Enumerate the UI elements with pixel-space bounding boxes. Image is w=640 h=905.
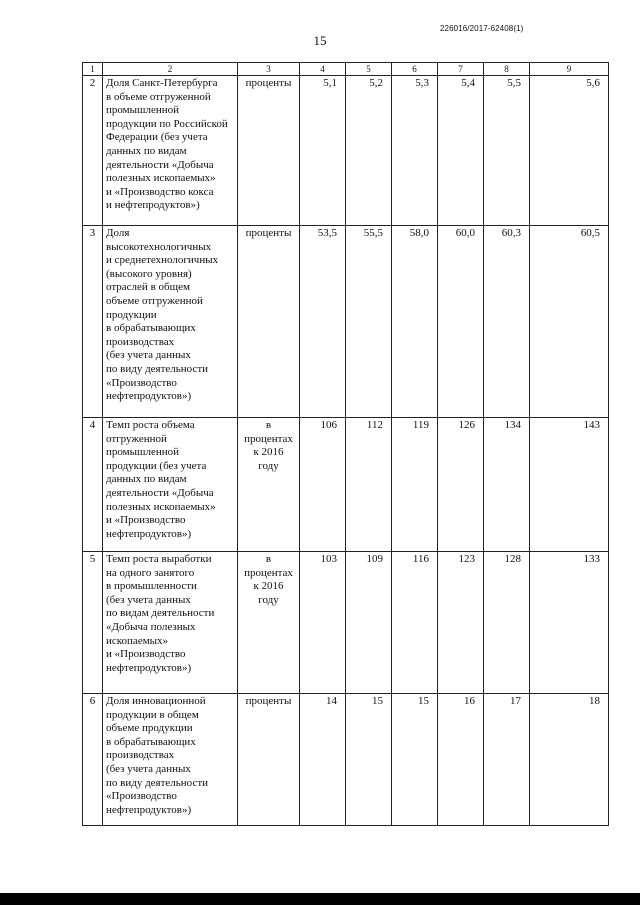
unit-line: процентах [244, 566, 293, 579]
unit-line: году [258, 459, 279, 472]
indicator-line: «Производство [106, 790, 177, 803]
value-cell-col-7: 123 [438, 552, 484, 694]
value-cell-col-8: 17 [484, 694, 530, 826]
unit-line: проценты [245, 695, 292, 707]
indicator-line: по виду деятельности [106, 776, 209, 789]
value-cell-col-7: 126 [438, 418, 484, 552]
value-cell-col-6: 58,0 [392, 226, 438, 418]
unit-line: в [265, 419, 272, 431]
unit-of-measure [238, 226, 300, 418]
indicator-line: Темп роста объема [106, 419, 195, 431]
indicator-line: ископаемых» [106, 634, 169, 647]
value-cell-col-4: 5,1 [300, 76, 346, 226]
table-row [83, 226, 609, 418]
column-number-5: 5 [346, 63, 392, 76]
indicator-line: производствах [106, 749, 175, 762]
unit-line: в [265, 553, 272, 565]
indicator-line: Доля инновационной [106, 695, 206, 707]
indicator-line: (без учета данных [106, 349, 191, 362]
indicator-line: (без учета данных [106, 762, 191, 775]
value-cell-col-8: 5,5 [484, 76, 530, 226]
indicator-line: нефтепродуктов») [106, 527, 192, 540]
unit-of-measure [238, 76, 300, 226]
row-number: 5 [83, 552, 103, 694]
indicator-line: продукции в общем [106, 708, 199, 721]
indicator-line: объеме продукции [106, 722, 193, 735]
indicator-line: полезных ископаемых» [106, 500, 216, 513]
indicator-line: отгруженной [106, 432, 167, 445]
unit-line: к 2016 [253, 446, 284, 459]
value-cell-col-5: 112 [346, 418, 392, 552]
indicator-line: и «Производство [106, 514, 186, 527]
value-cell-col-4: 14 [300, 694, 346, 826]
indicator-line: (высокого уровня) [106, 267, 192, 280]
table-row [83, 552, 609, 694]
table-row [83, 418, 609, 552]
value-cell-col-8: 128 [484, 552, 530, 694]
column-number-2: 2 [103, 63, 238, 76]
page-number: 15 [313, 33, 327, 48]
indicator-line: (без учета данных [106, 593, 191, 606]
indicator-name [103, 694, 238, 826]
indicators-table [82, 62, 609, 826]
value-cell-col-5: 55,5 [346, 226, 392, 418]
indicator-line: данных по видам [106, 473, 187, 486]
column-number-8: 8 [484, 63, 530, 76]
value-cell-col-4: 106 [300, 418, 346, 552]
column-number-7: 7 [438, 63, 484, 76]
row-number: 3 [83, 226, 103, 418]
indicator-line: отраслей в общем [106, 281, 190, 294]
indicator-name [103, 226, 238, 418]
indicator-line: «Добыча полезных [106, 620, 196, 633]
value-cell-col-4: 53,5 [300, 226, 346, 418]
unit-line: проценты [245, 227, 292, 239]
value-cell-col-9: 5,6 [530, 76, 609, 226]
value-cell-col-7: 16 [438, 694, 484, 826]
column-number-1: 1 [83, 63, 103, 76]
indicator-line: по видам деятельности [106, 607, 215, 620]
indicator-line: полезных ископаемых» [106, 172, 216, 185]
indicator-line: нефтепродуктов») [106, 390, 192, 403]
indicator-line: в промышленности [106, 580, 197, 593]
value-cell-col-9: 143 [530, 418, 609, 552]
indicator-line: в обрабатывающих [106, 735, 196, 748]
unit-of-measure [238, 418, 300, 552]
column-number-4: 4 [300, 63, 346, 76]
row-number: 6 [83, 694, 103, 826]
value-cell-col-6: 119 [392, 418, 438, 552]
indicator-line: и «Производство кокса [106, 185, 214, 198]
value-cell-col-5: 5,2 [346, 76, 392, 226]
value-cell-col-5: 15 [346, 694, 392, 826]
indicator-line: и среднетехнологичных [106, 254, 219, 267]
indicator-name [103, 418, 238, 552]
value-cell-col-6: 15 [392, 694, 438, 826]
indicator-line: объеме отгруженной [106, 294, 203, 307]
unit-line: проценты [245, 77, 292, 89]
value-cell-col-9: 133 [530, 552, 609, 694]
indicator-line: деятельности «Добыча [106, 486, 214, 499]
indicator-name [103, 76, 238, 226]
indicator-line: продукции (без учета [106, 459, 207, 472]
table-row [83, 76, 609, 226]
indicator-line: продукции по Российской [106, 117, 228, 130]
value-cell-col-4: 103 [300, 552, 346, 694]
value-cell-col-9: 18 [530, 694, 609, 826]
scan-bottom-edge [0, 893, 640, 905]
value-cell-col-8: 60,3 [484, 226, 530, 418]
column-number-3: 3 [238, 63, 300, 76]
indicator-name [103, 552, 238, 694]
unit-of-measure [238, 694, 300, 826]
value-cell-col-7: 60,0 [438, 226, 484, 418]
indicator-line: высокотехнологичных [106, 240, 212, 253]
indicator-line: на одного занятого [106, 566, 195, 579]
value-cell-col-6: 116 [392, 552, 438, 694]
indicator-line: промышленной [106, 446, 180, 459]
column-number-row [83, 63, 609, 76]
value-cell-col-8: 134 [484, 418, 530, 552]
indicator-line: в обрабатывающих [106, 322, 196, 335]
indicator-line: и нефтепродуктов») [106, 199, 200, 212]
indicator-line: деятельности «Добыча [106, 158, 214, 171]
unit-of-measure [238, 552, 300, 694]
column-number-6: 6 [392, 63, 438, 76]
indicator-line: Доля [106, 227, 130, 239]
indicator-line: нефтепродуктов») [106, 803, 192, 816]
value-cell-col-5: 109 [346, 552, 392, 694]
column-number-9: 9 [530, 63, 609, 76]
unit-line: процентах [244, 432, 293, 445]
document-id: 226016/2017-62408(1) [440, 24, 524, 33]
indicator-line: нефтепродуктов») [106, 661, 192, 674]
indicator-line: Доля Санкт-Петербурга [106, 77, 218, 89]
row-number: 2 [83, 76, 103, 226]
indicator-line: промышленной [106, 104, 180, 117]
table-row [83, 694, 609, 826]
indicator-line: продукции [106, 308, 157, 321]
indicator-line: Федерации (без учета [106, 131, 208, 144]
indicator-line: «Производство [106, 376, 177, 389]
indicator-line: и «Производство [106, 648, 186, 661]
indicator-line: данных по видам [106, 144, 187, 157]
indicator-line: по виду деятельности [106, 362, 209, 375]
value-cell-col-7: 5,4 [438, 76, 484, 226]
unit-line: к 2016 [253, 580, 284, 593]
row-number: 4 [83, 418, 103, 552]
indicator-line: Темп роста выработки [106, 553, 212, 565]
value-cell-col-9: 60,5 [530, 226, 609, 418]
value-cell-col-6: 5,3 [392, 76, 438, 226]
indicator-line: в объеме отгруженной [106, 90, 211, 103]
unit-line: году [258, 593, 279, 606]
indicator-line: производствах [106, 335, 175, 348]
